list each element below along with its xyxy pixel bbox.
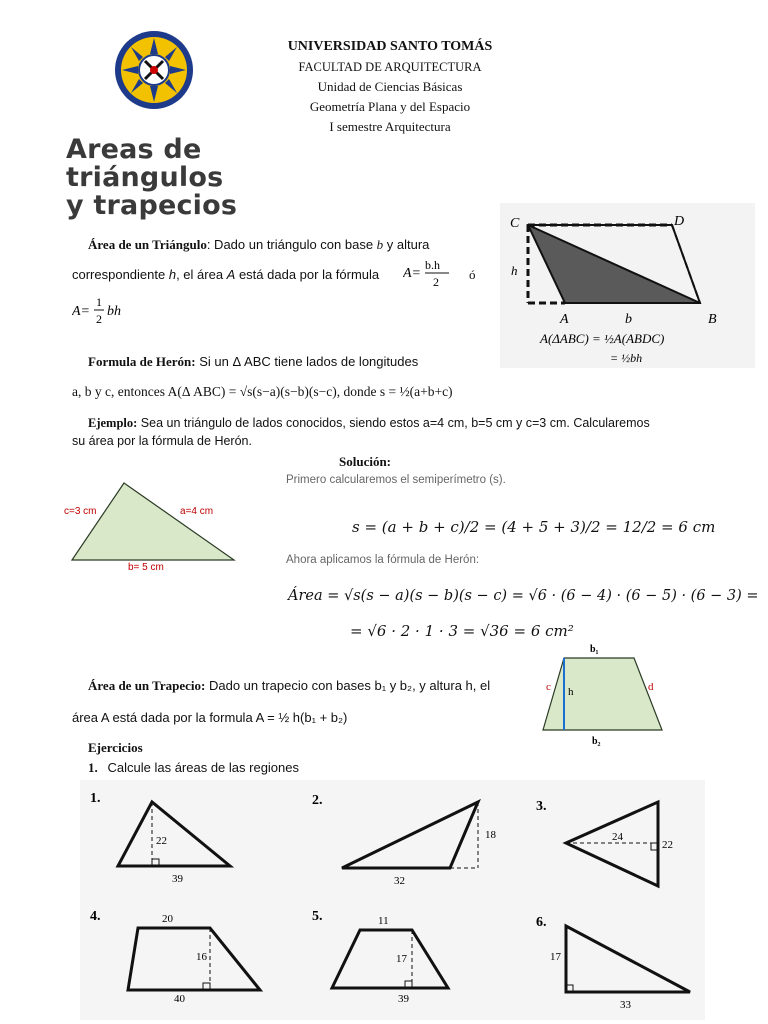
heron-line-1 xyxy=(88,353,508,371)
triangle-area-line-1 xyxy=(88,236,488,254)
trapezoid-heading: Área de un Trapecio: xyxy=(88,678,206,693)
label-h: h xyxy=(511,263,518,278)
item-text: Calcule las áreas de las regiones xyxy=(107,760,299,775)
unit-name: Unidad de Ciencias Básicas xyxy=(317,79,463,94)
formula-or: ó xyxy=(469,267,476,282)
svg-text:1: 1 xyxy=(96,295,102,309)
label-A: A xyxy=(560,312,569,327)
example-line-1 xyxy=(88,414,698,432)
svg-text:2: 2 xyxy=(96,312,102,326)
fig4-number: 4. xyxy=(90,909,101,924)
label-C: C xyxy=(510,216,520,231)
triangle-formula-1 xyxy=(403,256,461,295)
var-h: h xyxy=(168,267,177,282)
fig5-top: 11 xyxy=(378,915,389,927)
fig6-base: 33 xyxy=(620,999,631,1011)
document-header xyxy=(230,37,550,137)
fig2-height: 18 xyxy=(485,829,496,841)
fig6-height: 17 xyxy=(550,951,561,963)
trap-b1: b₁ xyxy=(590,644,599,655)
text: : Dado un triángulo con base xyxy=(206,237,377,252)
fig3-height: 22 xyxy=(662,839,673,851)
var-A: A xyxy=(226,267,236,282)
label-D: D xyxy=(674,214,685,229)
trap-h: h xyxy=(568,686,574,698)
text: Sea un triángulo de lados conocidos, siendo estos a=4 cm, b=5 cm y c=3 cm. Calcularemos xyxy=(137,416,650,430)
trap-b2: b₂ xyxy=(592,736,601,747)
exercise-figures xyxy=(80,780,705,1020)
label-B: B xyxy=(708,312,717,327)
course-name: Geometría Plana y del Espacio xyxy=(309,99,471,114)
solution-heading: Solución: xyxy=(339,454,392,469)
fig3-number: 3. xyxy=(536,799,547,814)
trapezoid-line-1 xyxy=(88,677,528,695)
figure1-caption-1: A(ΔABC) = ½A(ABDC) xyxy=(540,331,665,346)
university-name: UNIVERSIDAD SANTO TOMÁS xyxy=(287,39,493,54)
svg-text:A=: A= xyxy=(403,266,421,281)
side-a-label: a=4 cm xyxy=(180,506,214,517)
fig6-number: 6. xyxy=(536,915,547,930)
svg-text:b.h: b.h xyxy=(425,258,440,272)
trapezoid-figure xyxy=(538,640,668,750)
heron-formula-line: a, b y c, entonces A(Δ ABC) = √s(s−a)(s−b)(s−c), donde s = ½(a+b+c) xyxy=(72,384,453,399)
example-line-2: su área por la fórmula de Herón. xyxy=(72,434,252,448)
fig5-number: 5. xyxy=(312,909,323,924)
solution-step-2: Ahora aplicamos la fórmula de Herón: xyxy=(286,554,480,566)
item-number: 1. xyxy=(88,760,98,775)
text: está dada por la fórmula xyxy=(235,267,380,282)
semester: I semestre Arquitectura xyxy=(329,119,451,134)
fig5-base: 39 xyxy=(398,993,409,1005)
faculty-name: FACULTAD DE ARQUITECTURA xyxy=(298,60,482,74)
fig4-base: 40 xyxy=(174,993,185,1005)
label-b: b xyxy=(625,312,632,327)
side-b-label: b= 5 cm xyxy=(128,562,164,573)
figure1-caption-2: = ½bh xyxy=(610,351,643,365)
triangle-parallelogram-figure xyxy=(500,203,755,368)
fig4-height: 16 xyxy=(196,951,207,963)
text: Dado un trapecio con bases b₁ y b₂, y altura h, el xyxy=(205,678,491,693)
fig1-number: 1. xyxy=(90,791,101,806)
trap-d: d xyxy=(648,681,654,693)
svg-text:A=: A= xyxy=(72,304,90,319)
exercise-item-1 xyxy=(88,759,299,777)
fig2-base: 32 xyxy=(394,875,405,887)
heron-equation-2: = √6 · 2 · 1 · 3 = √36 = 6 cm² xyxy=(350,622,574,640)
title-line-2: triángulos xyxy=(66,162,224,193)
semiperimeter-equation: s = (a + b + c)/2 = (4 + 5 + 3)/2 = 12/2 = 6 cm xyxy=(352,518,716,536)
fig1-height: 22 xyxy=(156,835,167,847)
trap-c: c xyxy=(546,681,551,693)
title-line-1: Areas de xyxy=(66,134,202,165)
svg-text:2: 2 xyxy=(433,275,439,289)
heron-equation-1: Área = √s(s − a)(s − b)(s − c) = √6 · (6 − 4) · (6 − 5) · (6 − 3) = xyxy=(288,588,759,604)
text: y altura xyxy=(383,237,430,252)
text: correspondiente xyxy=(72,267,169,282)
fig4-top: 20 xyxy=(162,913,173,925)
text: , el área xyxy=(176,267,227,282)
fig3-width: 24 xyxy=(612,831,623,843)
fig1-base: 39 xyxy=(172,873,183,885)
triangle-area-heading: Área de un Triángulo xyxy=(88,237,207,252)
triangle-formula-2 xyxy=(72,294,132,333)
title-line-3: y trapecios xyxy=(66,190,238,221)
fig2-number: 2. xyxy=(312,793,323,808)
example-heading: Ejemplo: xyxy=(88,416,138,430)
var-b: b xyxy=(376,237,384,252)
text: Si un Δ ABC tiene lados de longitudes xyxy=(195,354,419,369)
page-title xyxy=(66,136,237,220)
exercises-heading: Ejercicios xyxy=(88,740,143,755)
side-c-label: c=3 cm xyxy=(64,506,97,517)
heron-heading: Formula de Herón: xyxy=(88,354,196,369)
solution-step-1: Primero calcularemos el semiperímetro (s). xyxy=(286,474,506,486)
svg-text:bh: bh xyxy=(107,304,121,319)
university-logo xyxy=(113,28,195,112)
trapezoid-line-2: área A está dada por la formula A = ½ h(b₁ + b₂) xyxy=(72,710,348,725)
fig5-height: 17 xyxy=(396,953,407,965)
